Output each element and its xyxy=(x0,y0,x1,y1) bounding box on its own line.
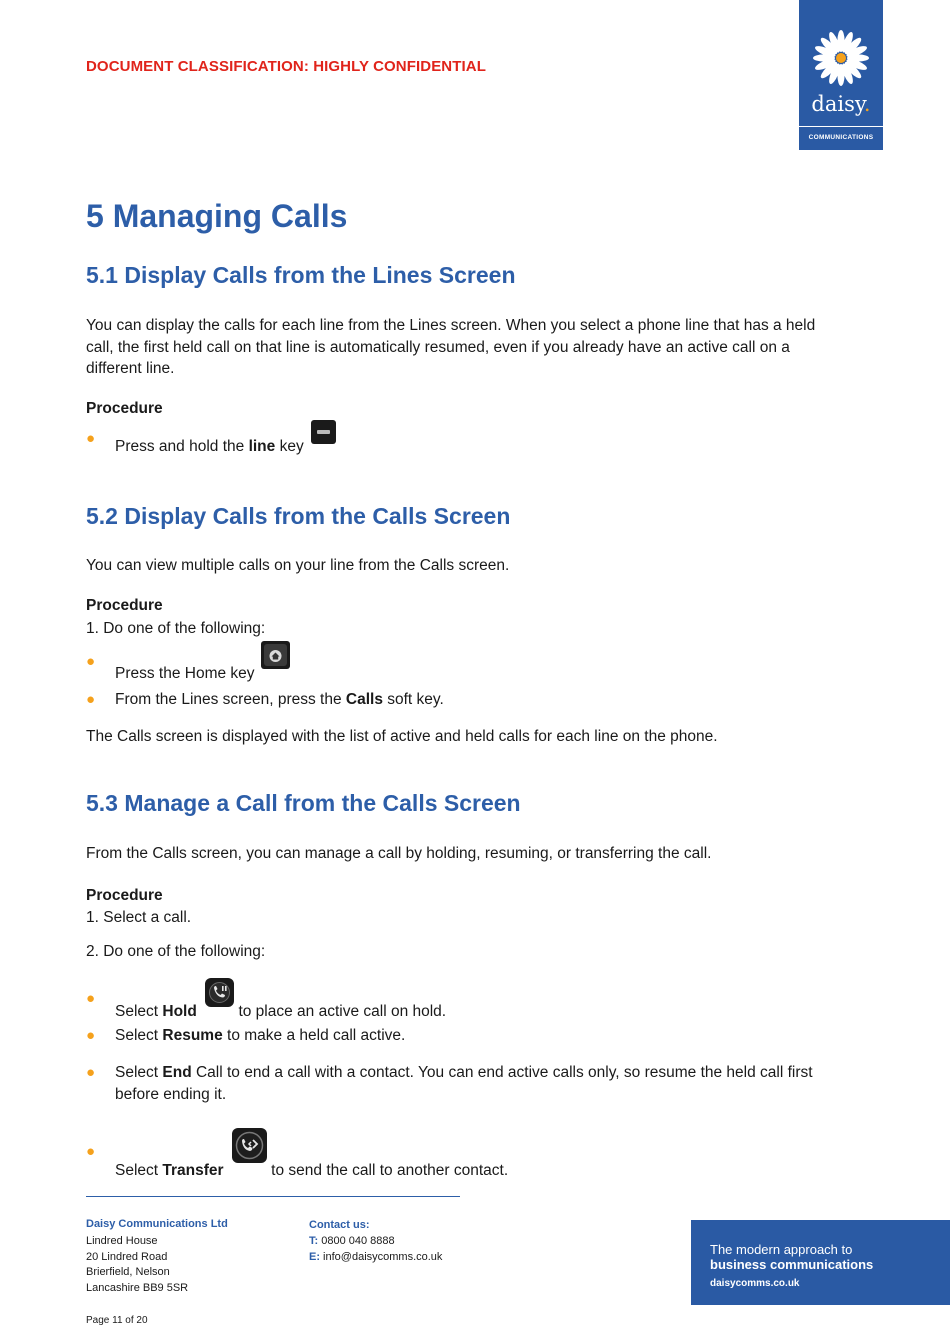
step-text: 1. Do one of the following: xyxy=(86,620,266,637)
procedure-heading: Procedure xyxy=(86,597,163,614)
step-text: 1. Select a call. xyxy=(86,909,192,926)
procedure-heading: Procedure xyxy=(86,400,163,417)
page-number: Page 11 of 20 xyxy=(86,1315,148,1326)
footer-divider xyxy=(86,1196,460,1197)
bullet-icon: ● xyxy=(86,990,96,1007)
section-title-5-1: 5.1 Display Calls from the Lines Screen xyxy=(86,262,516,288)
document-classification: DOCUMENT CLASSIFICATION: HIGHLY CONFIDENTIAL xyxy=(86,58,486,75)
footer-banner: The modern approach to business communications daisycomms.co.uk xyxy=(691,1220,950,1305)
footer-contact-details: T: 0800 040 8888 E: info@daisycomms.co.uk xyxy=(309,1235,443,1263)
line-key-icon xyxy=(311,420,336,444)
chapter-title: 5 Managing Calls xyxy=(86,198,348,234)
section-5-3-paragraph: From the Calls screen, you can manage a call by holding, resuming, or transferring the call. xyxy=(86,845,712,862)
home-key-icon xyxy=(261,641,290,669)
bullet-icon: ● xyxy=(86,1064,96,1081)
bullet-icon: ● xyxy=(86,691,96,708)
step-text: 2. Do one of the following: xyxy=(86,943,266,960)
procedure-heading: Procedure xyxy=(86,887,163,904)
section-5-1-paragraph: You can display the calls for each line from the Lines screen. When you select a phone line that has a held call, the first held call on that line is automatically resumed, even if you already have an active call on a different line. xyxy=(86,317,816,377)
transfer-icon xyxy=(232,1128,267,1163)
bullet-icon: ● xyxy=(86,1027,96,1044)
bullet-icon: ● xyxy=(86,430,96,447)
logo-subtitle: COMMUNICATIONS xyxy=(808,134,874,141)
hold-icon xyxy=(205,978,234,1007)
daisy-logo xyxy=(799,0,883,150)
footer-company: Daisy Communications Ltd xyxy=(86,1218,228,1230)
footer-contact-label: Contact us: xyxy=(309,1219,370,1231)
bullet-icon: ● xyxy=(86,1143,96,1160)
footer-address: Lindred House 20 Lindred Road Brierfield, Nelson Lancashire BB9 5SR xyxy=(86,1235,189,1294)
result-text: The Calls screen is displayed with the list of active and held calls for each line on the phone. xyxy=(86,728,718,745)
bullet-icon: ● xyxy=(86,653,96,670)
section-title-5-3: 5.3 Manage a Call from the Calls Screen xyxy=(86,790,521,816)
section-title-5-2: 5.2 Display Calls from the Calls Screen xyxy=(86,503,511,529)
daisy-flower-icon xyxy=(811,28,871,88)
logo-wordmark: daisy. xyxy=(811,92,871,116)
section-5-2-paragraph: You can view multiple calls on your line from the Calls screen. xyxy=(86,557,510,574)
